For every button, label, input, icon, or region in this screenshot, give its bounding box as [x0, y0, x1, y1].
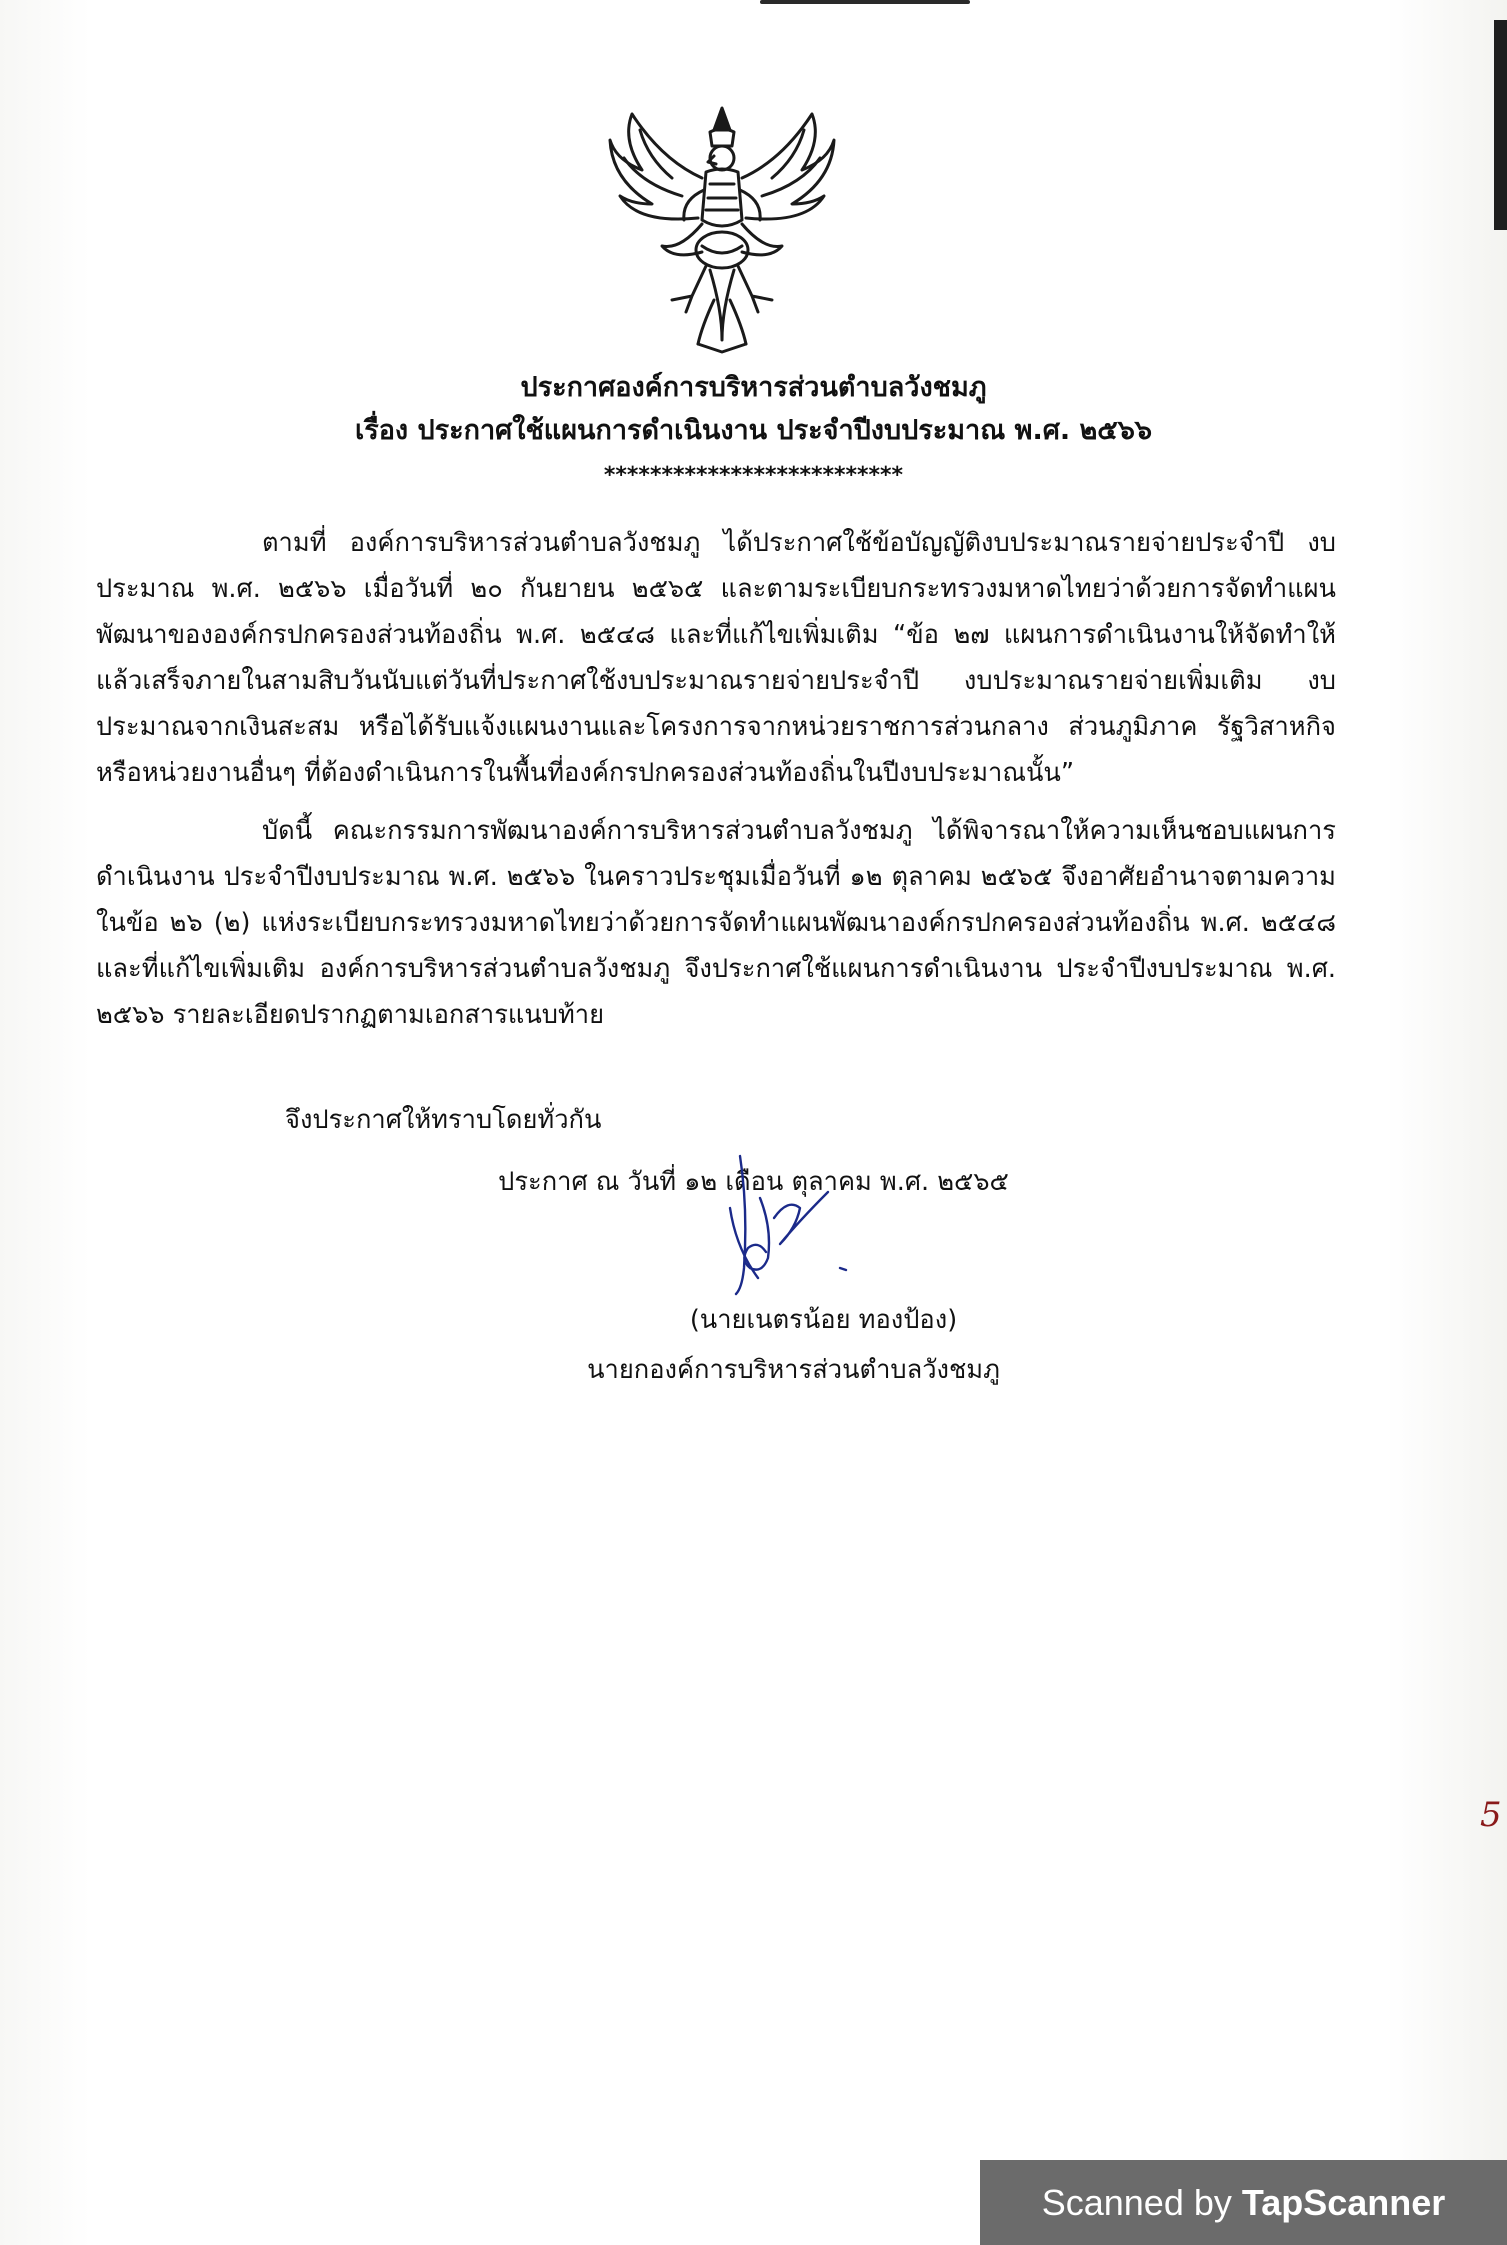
body-paragraph-2: บัดนี้ คณะกรรมการพัฒนาองค์การบริหารส่วนตำบลวังชมภู ได้พิจารณาให้ความเห็นชอบแผนการดำเนินงาน ประจำปีงบประมาณ พ.ศ. ๒๕๖๖ ในคราวประชุมเมื่อวันที่ ๑๒ ตุลาคม ๒๕๖๕ จึงอาศัยอำนาจตามความในข้อ ๒๖ (๒) แห่งระเบียบกระทรวงมหาดไทยว่าด้วยการจัดทำแผนพัฒนาองค์กรปกครองส่วนท้องถิ่น พ.ศ. ๒๕๔๘ และที่แก้ไขเพิ่มเติม องค์การบริหารส่วนตำบลวังชมภู จึงประกาศใช้แผนการดำเนินงาน ประจำปีงบประมาณ พ.ศ. ๒๕๖๖ รายละเอียดปรากฏตามเอกสารแนบท้าย: [96, 816, 1336, 1030]
closing-statement: จึงประกาศให้ทราบโดยทั่วกัน: [285, 1105, 602, 1135]
announcement-date: ประกาศ ณ วันที่ ๑๒ เดือน ตุลาคม พ.ศ. ๒๕๖๕: [498, 1167, 1009, 1197]
side-edge-shadow: [1494, 20, 1507, 230]
signer-name: (นายเนตรน้อย ทองป้อง): [689, 1305, 958, 1335]
banner-prefix: Scanned by: [1041, 2181, 1232, 2223]
signer-position: นายกองค์การบริหารส่วนตำบลวังชมภู: [587, 1355, 1000, 1385]
margin-page-mark: 5: [1480, 1795, 1502, 1835]
title-separator: **************************: [603, 463, 904, 488]
top-edge-shadow: [760, 0, 970, 4]
scanner-watermark-banner: [980, 2160, 1507, 2245]
banner-brand: TapScanner: [1241, 2181, 1446, 2223]
announcement-subject: เรื่อง ประกาศใช้แผนการดำเนินงาน ประจำปีงบประมาณ พ.ศ. ๒๕๖๖: [354, 415, 1153, 446]
announcement-title: ประกาศองค์การบริหารส่วนตำบลวังชมภู: [520, 372, 987, 403]
body-paragraph-1: ตามที่ องค์การบริหารส่วนตำบลวังชมภู ได้ประกาศใช้ข้อบัญญัติงบประมาณรายจ่ายประจำปี งบประมาณ พ.ศ. ๒๕๖๖ เมื่อวันที่ ๒๐ กันยายน ๒๕๖๕ และตามระเบียบกระทรวงมหาดไทยว่าด้วยการจัดทำแผนพัฒนาขององค์กรปกครองส่วนท้องถิ่น พ.ศ. ๒๕๔๘ และที่แก้ไขเพิ่มเติม “ข้อ ๒๗ แผนการดำเนินงานให้จัดทำให้แล้วเสร็จภายในสามสิบวันนับแต่วันที่ประกาศใช้งบประมาณรายจ่ายประจำปี งบประมาณรายจ่ายเพิ่มเติม งบประมาณจากเงินสะสม หรือได้รับแจ้งแผนงานและโครงการจากหน่วยราชการส่วนกลาง ส่วนภูมิภาค รัฐวิสาหกิจหรือหน่วยงานอื่นๆ ที่ต้องดำเนินการในพื้นที่องค์กรปกครองส่วนท้องถิ่นในปีงบประมาณนั้น”: [96, 528, 1336, 788]
handwritten-signature: [700, 1148, 880, 1298]
garuda-emblem-icon: [602, 100, 842, 355]
